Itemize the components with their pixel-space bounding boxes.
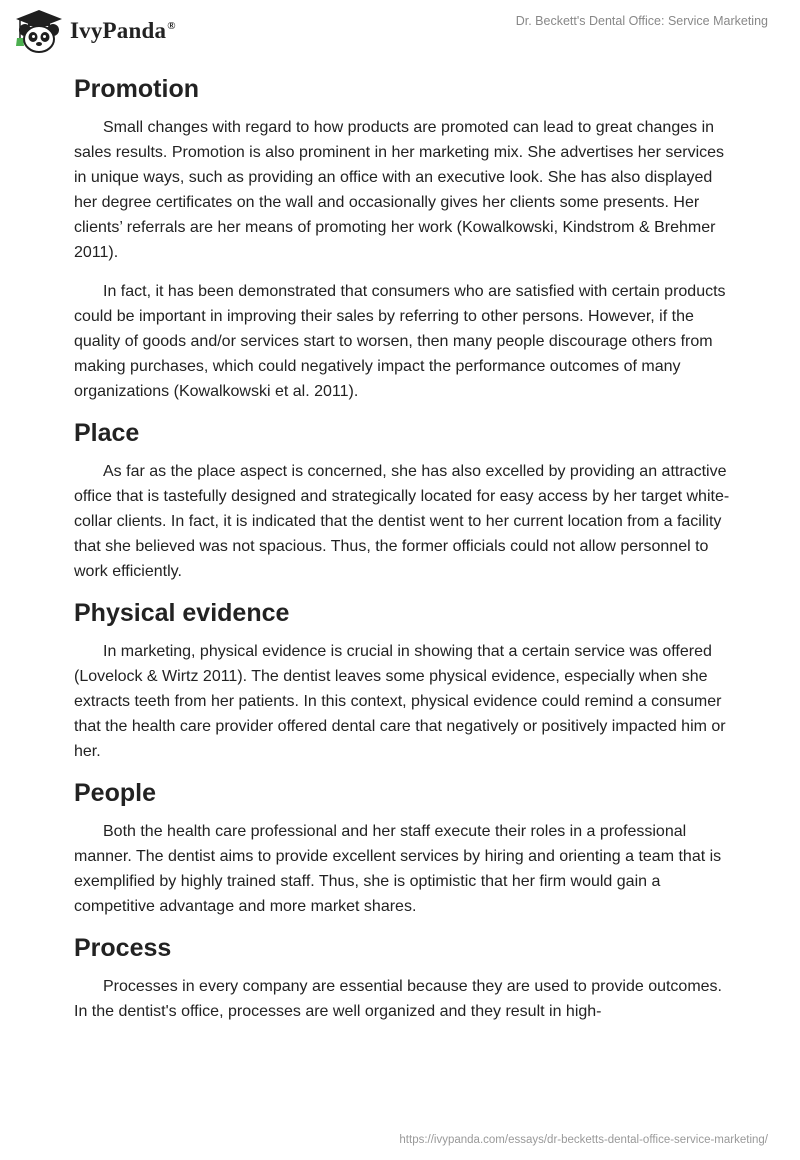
registered-mark: ® xyxy=(167,20,176,33)
paragraph: Processes in every company are essential because they are used to provide outcomes. In the dentist's office, processes are well organized and they result in high- xyxy=(74,978,722,1020)
paragraph: As far as the place aspect is concerned, she has also excelled by providing an attractive office that is tastefully designed and strategically located for easy access by her target white-collar clients. In fact, it is indicated that the dentist went to her current location from a facility that she believed was not spacious. Thus, the former officials could not allow personnel to work efficiently. xyxy=(74,463,730,580)
source-url[interactable]: https://ivypanda.com/essays/dr-becketts-dental-office-service-marketing/ xyxy=(399,1134,768,1146)
paragraph: Both the health care professional and her staff execute their roles in a professional manner. The dentist aims to provide excellent services by hiring and orienting a team that is exemplified by highly trained staff. Thus, she is optimistic that her firm would gain a competitive advantage and more market shares. xyxy=(74,823,722,915)
section-heading: Physical evidence xyxy=(74,599,290,627)
panda-mascot-icon xyxy=(14,8,64,54)
section-heading: Place xyxy=(74,419,140,447)
paragraph: Small changes with regard to how products are promoted can lead to great changes in sales results. Promotion is also prominent in her marketing mix. She advertises her services in unique ways, such as providing an office with an executive look. She has also displayed her degree certificates on the wall and occasionally gives her clients some presents. Her clients’ referrals are her means of promoting her work (Kowalkowski, Kindstrom & Brehmer 2011). xyxy=(74,119,725,261)
brand-name-text: IvyPanda xyxy=(70,18,167,43)
section-place xyxy=(74,414,734,584)
section-people xyxy=(74,774,734,919)
section-heading: Process xyxy=(74,934,172,962)
section-physical-evidence xyxy=(74,594,734,764)
paragraph: In fact, it has been demonstrated that consumers who are satisfied with certain products could be important in improving their sales by referring to other persons. However, if the quality of goods and/or services start to worsen, then many people discourage others from making purchases, which could negatively impact the performance outcomes of many organizations (Kowalkowski et al. 2011). xyxy=(74,283,726,400)
section-process xyxy=(74,929,734,1024)
section-promotion xyxy=(74,70,734,404)
section-heading: People xyxy=(74,779,156,807)
brand-name xyxy=(70,18,176,44)
paragraph: In marketing, physical evidence is crucial in showing that a certain service was offered (Lovelock & Wirtz 2011). The dentist leaves some physical evidence, especially when she extracts teeth from her patients. In this context, physical evidence could remind a consumer that the health care provider offered dental care that negatively or positively impacted him or her. xyxy=(74,643,726,760)
article-body xyxy=(74,70,734,1034)
section-heading: Promotion xyxy=(74,75,199,103)
brand-logo[interactable] xyxy=(14,8,176,54)
document-title: Dr. Beckett's Dental Office: Service Marketing xyxy=(515,14,768,28)
page-header xyxy=(0,0,800,70)
